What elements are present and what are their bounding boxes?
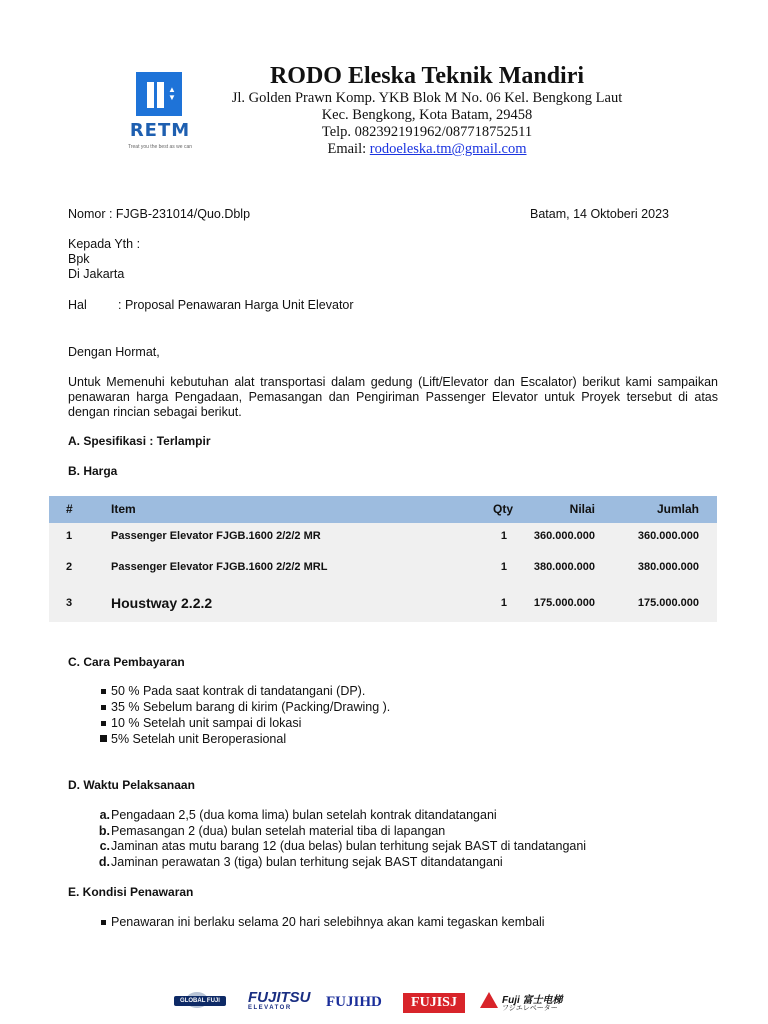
email-label: Email: xyxy=(327,141,370,157)
list-item-text: Jaminan atas mutu barang 12 (dua belas) bulan terhitung sejak BAST di tandatangani xyxy=(111,839,587,853)
list-item-text: Jaminan perawatan 3 (tiga) bulan terhitung sejak BAST ditandatangani xyxy=(111,854,503,869)
brand-global-fuji-logo xyxy=(168,990,226,1014)
company-logo xyxy=(110,68,210,153)
brand-fuji-sub: フジエレベーター xyxy=(502,1005,558,1012)
section-a-heading: A. Spesifikasi : Terlampir xyxy=(68,434,211,448)
brand-fuji-logo xyxy=(480,990,570,1014)
list-item-text: 5% Setelah unit Beroperasional xyxy=(111,732,287,746)
row-jumlah: 380.000.000 xyxy=(637,561,699,573)
header-item: Item xyxy=(111,502,136,516)
brand-fuji-label: Fuji 富士电梯 xyxy=(502,995,563,1006)
list-item xyxy=(100,715,390,731)
row-no: 3 xyxy=(66,597,73,609)
list-item xyxy=(93,855,586,871)
section-e-heading: E. Kondisi Penawaran xyxy=(68,885,194,899)
header-qty: Qty xyxy=(492,502,513,516)
row-item: Houstway 2.2.2 xyxy=(111,595,213,611)
logo-text: RETM xyxy=(129,120,191,141)
recipient-heading: Kepada Yth : xyxy=(68,237,141,251)
section-c-heading: C. Cara Pembayaran xyxy=(68,655,185,669)
row-item: Passenger Elevator FJGB.1600 2/2/2 MRL xyxy=(111,561,328,573)
greeting: Dengan Hormat, xyxy=(68,345,160,359)
row-no: 2 xyxy=(66,561,73,573)
email-link[interactable]: rodoeleska.tm@gmail.com xyxy=(369,141,527,157)
elevator-logo-icon: ▲ ▼ xyxy=(136,72,182,116)
list-item-text: 50 % Pada saat kontrak di tandatangani (DP). xyxy=(111,684,366,698)
schedule-list xyxy=(93,808,586,870)
brand-fujitsu-label: FUJITSU xyxy=(248,989,311,1006)
intro-paragraph: Untuk Memenuhi kebutuhan alat transportasi dalam gedung (Lift/Elevator dan Escalator) berikut kami sampaikan penawaran harga Pengadaan, Pemasangan dan Pengiriman Passenger Elevator untuk Proyek tersebut di atas dengan rincian sebagai berikut. xyxy=(68,375,718,419)
list-item-text: Pengadaan 2,5 (dua koma lima) bulan setelah kontrak ditandatangani xyxy=(111,808,497,822)
list-item-text: 35 % Sebelum barang di kirim (Packing/Drawing ). xyxy=(111,700,391,714)
row-nilai: 175.000.000 xyxy=(533,597,595,609)
section-d-heading: D. Waktu Pelaksanaan xyxy=(68,778,195,792)
bullet-icon xyxy=(101,705,106,710)
list-item xyxy=(93,824,586,840)
logo-tagline: Treat you the best as we can xyxy=(127,144,193,150)
list-item xyxy=(100,699,390,715)
list-item-text: Penawaran ini berlaku selama 20 hari selebihnya akan kami tegaskan kembali xyxy=(111,915,545,929)
subject-line xyxy=(68,298,354,313)
recipient-name: Bpk xyxy=(68,252,90,266)
row-qty: 1 xyxy=(500,597,507,609)
brand-fujihd-logo: FUJIHD xyxy=(326,994,382,1010)
row-qty: 1 xyxy=(500,530,507,542)
row-nilai: 360.000.000 xyxy=(533,530,595,542)
row-qty: 1 xyxy=(500,561,507,573)
list-marker: a. xyxy=(99,808,110,822)
section-b-heading: B. Harga xyxy=(68,464,118,478)
list-item xyxy=(93,839,586,855)
bullet-icon xyxy=(101,689,106,694)
header-jumlah: Jumlah xyxy=(656,502,699,516)
row-jumlah: 175.000.000 xyxy=(637,597,699,609)
recipient-location: Di Jakarta xyxy=(68,267,125,281)
row-jumlah: 360.000.000 xyxy=(637,530,699,542)
table-header xyxy=(49,496,717,523)
company-phone: Telp. 082392191962/087718752511 xyxy=(321,124,533,140)
list-marker: c. xyxy=(99,839,110,853)
list-marker: b. xyxy=(98,823,110,838)
row-no: 1 xyxy=(66,530,73,542)
company-header xyxy=(200,62,654,158)
subject-text: : Proposal Penawaran Harga Unit Elevator xyxy=(118,298,354,312)
company-email-line xyxy=(200,141,654,158)
list-item xyxy=(100,914,545,930)
bullet-icon xyxy=(100,735,107,742)
row-nilai: 380.000.000 xyxy=(533,561,595,573)
company-name: RODO Eleska Teknik Mandiri xyxy=(269,63,585,89)
letter-number: Nomor : FJGB-231014/Quo.Dblp xyxy=(68,207,251,221)
list-item xyxy=(100,683,390,699)
subject-label: Hal xyxy=(68,298,87,312)
mountain-icon xyxy=(480,992,498,1008)
list-item-text: 10 % Setelah unit sampai di lokasi xyxy=(111,716,302,730)
list-item-text: Pemasangan 2 (dua) bulan setelah material tiba di lapangan xyxy=(111,823,446,838)
company-address-2: Kec. Bengkong, Kota Batam, 29458 xyxy=(321,107,533,123)
recipient-block xyxy=(68,237,140,282)
header-no: # xyxy=(66,502,73,516)
list-item xyxy=(100,731,390,747)
row-item: Passenger Elevator FJGB.1600 2/2/2 MR xyxy=(111,530,321,542)
brand-fujitsu-sub: ELEVATOR xyxy=(248,1005,292,1011)
payment-terms-list xyxy=(100,683,390,747)
company-address-1: Jl. Golden Prawn Komp. YKB Blok M No. 06 Kel. Bengkong Laut xyxy=(231,90,623,106)
offer-conditions-list xyxy=(100,914,545,930)
brand-global-label: GLOBAL FUJI xyxy=(174,996,226,1006)
bullet-icon xyxy=(101,721,106,726)
list-marker: d. xyxy=(98,854,110,869)
bullet-icon xyxy=(101,920,106,925)
list-item xyxy=(93,808,586,824)
brand-fujitsu-logo xyxy=(248,989,311,1014)
letter-date: Batam, 14 Oktoberi 2023 xyxy=(530,207,669,221)
header-nilai: Nilai xyxy=(569,502,595,516)
brand-fujisj-logo: FUJISJ xyxy=(403,993,465,1013)
price-table xyxy=(49,496,717,622)
